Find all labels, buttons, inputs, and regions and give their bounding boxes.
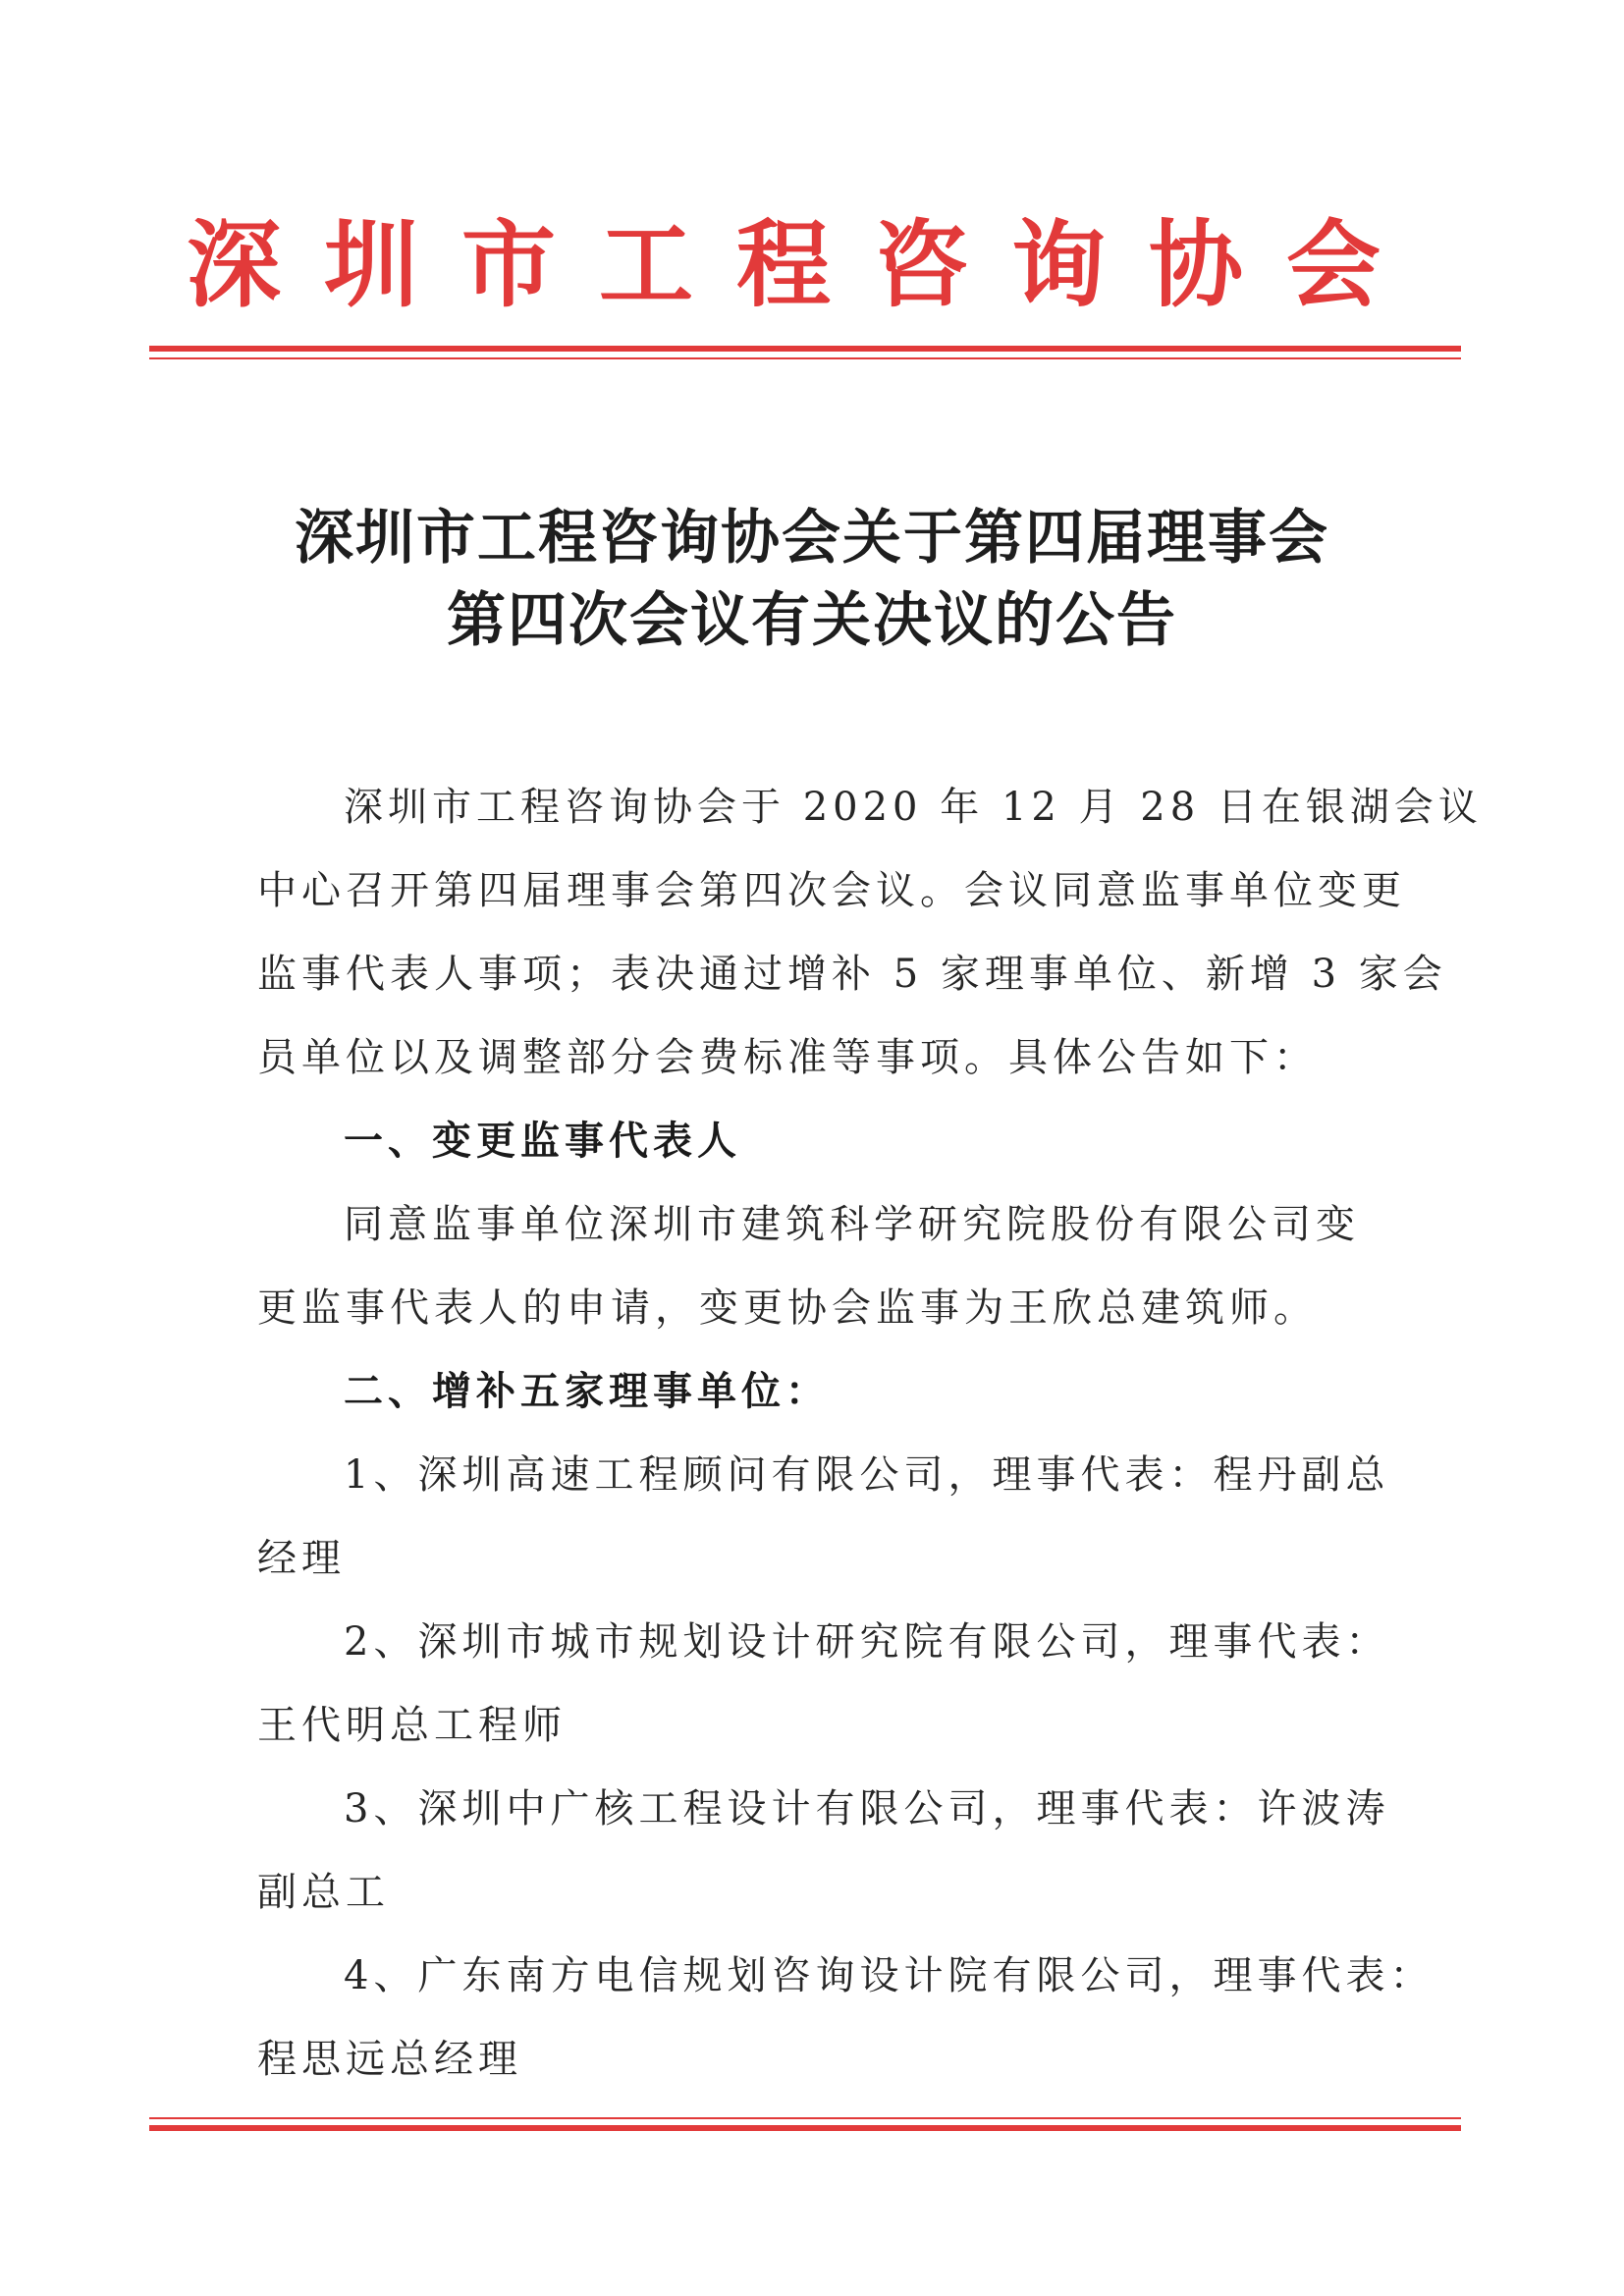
document-title-line-1: 深圳市工程咨询协会关于第四届理事会 — [295, 504, 1329, 573]
letterhead-org-name: 深圳市工程咨询协会 — [187, 209, 1424, 320]
list-item-4-line-1: 4、广东南方电信规划咨询设计院有限公司，理事代表： — [344, 1953, 1435, 1998]
section-2-heading: 二、增补五家理事单位： — [344, 1369, 830, 1414]
intro-line-3: 监事代表人事项；表决通过增补 5 家理事单位、新增 3 家会 — [257, 952, 1447, 997]
section-1-heading: 一、变更监事代表人 — [344, 1119, 741, 1164]
list-item-1-line-1: 1、深圳高速工程顾问有限公司，理事代表：程丹副总 — [344, 1452, 1390, 1498]
list-item-3-line-2: 副总工 — [257, 1870, 390, 1915]
list-item-2-line-1: 2、深圳市城市规划设计研究院有限公司，理事代表： — [344, 1619, 1390, 1665]
footer-rule-bottom — [149, 2125, 1461, 2131]
intro-line-1: 深圳市工程咨询协会于 2020 年 12 月 28 日在银湖会议 — [344, 785, 1483, 830]
letterhead-rule-top — [149, 346, 1461, 352]
section-1-line-2: 更监事代表人的申请，变更协会监事为王欣总建筑师。 — [257, 1285, 1318, 1331]
list-item-1-line-2: 经理 — [257, 1536, 346, 1581]
footer-rule-top — [149, 2117, 1461, 2119]
list-item-2-line-2: 王代明总工程师 — [257, 1703, 567, 1748]
document-title-line-2: 第四次会议有关决议的公告 — [447, 586, 1177, 655]
list-item-3-line-1: 3、深圳中广核工程设计有限公司，理事代表：许波涛 — [344, 1786, 1390, 1831]
letterhead-rule-bottom — [149, 357, 1461, 359]
intro-line-2: 中心召开第四届理事会第四次会议。会议同意监事单位变更 — [257, 868, 1406, 913]
list-item-4-line-2: 程思远总经理 — [257, 2037, 522, 2082]
intro-line-4: 员单位以及调整部分会费标准等事项。具体公告如下： — [257, 1035, 1318, 1080]
section-1-line-1: 同意监事单位深圳市建筑科学研究院股份有限公司变 — [344, 1202, 1360, 1247]
